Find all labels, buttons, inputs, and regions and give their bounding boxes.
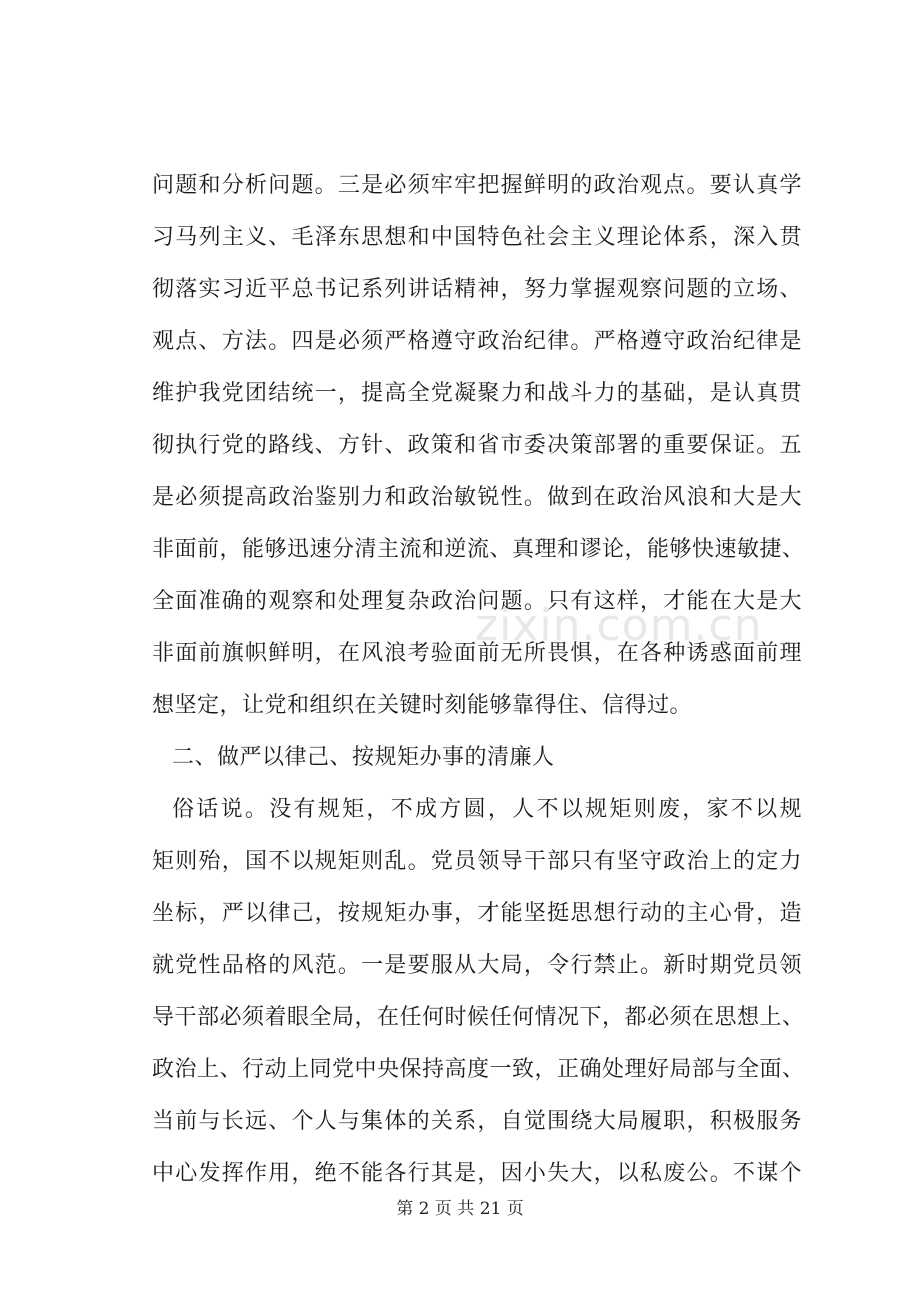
paragraph-line: 彻执行党的路线、方针、政策和省市委决策部署的重要保证。五 xyxy=(152,433,802,458)
paragraph-line: 是必须提高政治鉴别力和政治敏锐性。做到在政治风浪和大是大 xyxy=(152,485,802,510)
paragraph-line: 中心发挥作用，绝不能各行其是，因小失大，以私废公。不谋个 xyxy=(152,1161,802,1186)
watermark: zixin.com.cn xyxy=(475,600,763,651)
paragraph-line: 彻落实习近平总书记系列讲话精神，努力掌握观察问题的立场、 xyxy=(152,277,802,302)
paragraph-line: 非面前，能够迅速分清主流和逆流、真理和谬论，能够快速敏捷、 xyxy=(152,537,805,562)
section-heading: 二、做严以律己、按规矩办事的清廉人 xyxy=(172,745,555,770)
paragraph-line: 非面前旗帜鲜明，在风浪考验面前无所畏惧，在各种诱惑面前理 xyxy=(152,641,802,666)
paragraph-line: 政治上、行动上同党中央保持高度一致，正确处理好局部与全面、 xyxy=(152,1057,805,1082)
paragraph-line: 坐标，严以律己，按规矩办事，才能坚挺思想行动的主心骨，造 xyxy=(152,901,802,926)
paragraph-line: 问题和分析问题。三是必须牢牢把握鲜明的政治观点。要认真学 xyxy=(152,173,802,198)
paragraph-line: 俗话说。没有规矩，不成方圆，人不以规矩则废，家不以规 xyxy=(172,797,802,822)
paragraph-line: 就党性品格的风范。一是要服从大局，令行禁止。新时期党员领 xyxy=(152,953,802,978)
paragraph-line: 想坚定，让党和组织在关键时刻能够靠得住、信得过。 xyxy=(152,693,693,718)
paragraph-line: 全面准确的观察和处理复杂政治问题。只有这样，才能在大是大 xyxy=(152,589,802,614)
paragraph-line: 当前与长远、个人与集体的关系，自觉围绕大局履职，积极服务 xyxy=(152,1109,802,1134)
page-footer: 第 2 页 共 21 页 xyxy=(396,1199,524,1219)
paragraph-line: 观点、方法。四是必须严格遵守政治纪律。严格遵守政治纪律是 xyxy=(152,329,802,354)
paragraph-line: 导干部必须着眼全局，在任何时候任何情况下，都必须在思想上、 xyxy=(152,1005,805,1030)
paragraph-line: 维护我党团结统一，提高全党凝聚力和战斗力的基础，是认真贯 xyxy=(152,381,802,406)
paragraph-line: 习马列主义、毛泽东思想和中国特色社会主义理论体系，深入贯 xyxy=(152,225,802,250)
paragraph-line: 矩则殆，国不以规矩则乱。党员领导干部只有坚守政治上的定力 xyxy=(152,849,802,874)
